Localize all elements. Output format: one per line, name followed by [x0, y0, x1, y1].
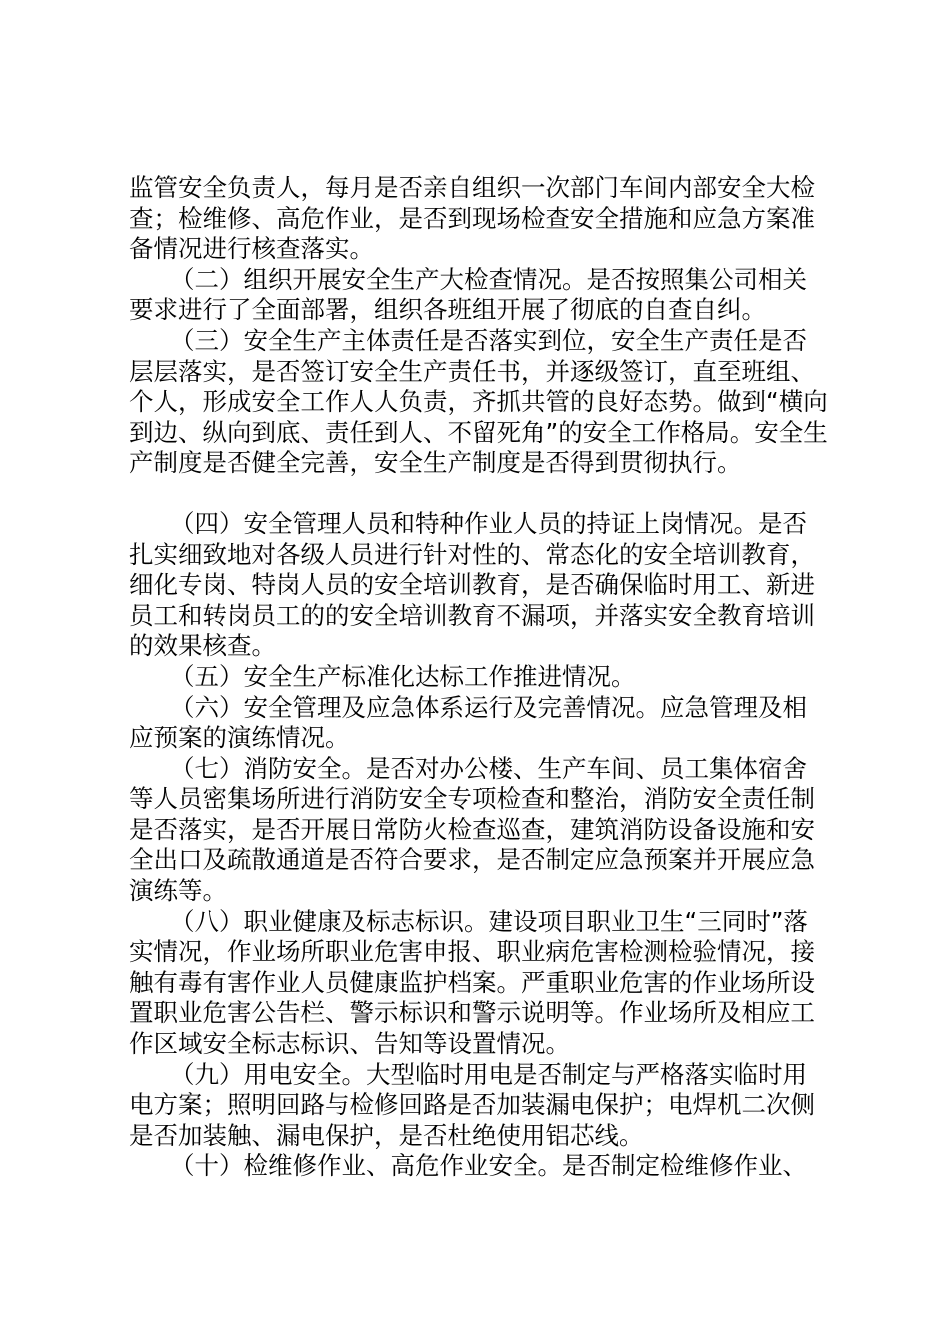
paragraph-item-2: （二）组织开展安全生产大检查情况。是否按照集公司相关要求进行了全面部署，组织各班组开展了彻底的自查自纠。	[129, 264, 807, 325]
paragraph-continuation: 监管安全负责人，每月是否亲自组织一次部门车间内部安全大检查；检维修、高危作业，是否到现场检查安全措施和应急方案准备情况进行核查落实。	[129, 173, 815, 264]
paragraph-item-7: （七）消防安全。是否对办公楼、生产车间、员工集体宿舍等人员密集场所进行消防安全专项检查和整治，消防安全责任制是否落实，是否开展日常防火检查巡查，建筑消防设备设施和安全出口及疏散通道是否符合要求，是否制定应急预案并开展应急演练等。	[129, 753, 815, 906]
paragraph-item-8: （八）职业健康及标志标识。建设项目职业卫生“三同时”落实情况，作业场所职业危害申报、职业病危害检测检验情况，接触有毒有害作业人员健康监护档案。严重职业危害的作业场所设置职业危害公告栏、警示标识和警示说明等。作业场所及相应工作区域安全标志标识、告知等设置情况。	[129, 906, 815, 1059]
document-body	[129, 173, 829, 1182]
paragraph-item-3: （三）安全生产主体责任是否落实到位，安全生产责任是否层层落实，是否签订安全生产责任书，并逐级签订，直至班组、个人，形成安全工作人人负责，齐抓共管的良好态势。做到“横向到边、纵向到底、责任到人、不留死角”的安全工作格局。安全生产制度是否健全完善，安全生产制度是否得到贯彻执行。	[129, 325, 828, 478]
paragraph-item-9: （九）用电安全。大型临时用电是否制定与严格落实临时用电方案；照明回路与检修回路是否加装漏电保护；电焊机二次侧是否加装触、漏电保护，是否杜绝使用铝芯线。	[129, 1059, 815, 1150]
paragraph-item-4: （四）安全管理人员和特种作业人员的持证上岗情况。是否扎实细致地对各级人员进行针对性的、常态化的安全培训教育，细化专岗、特岗人员的安全培训教育，是否确保临时用工、新进员工和转岗员工的的安全培训教育不漏项，并落实安全教育培训的效果核查。	[129, 508, 815, 661]
paragraph-item-6: （六）安全管理及应急体系运行及完善情况。应急管理及相应预案的演练情况。	[129, 692, 807, 753]
paragraph-item-10: （十）检维修作业、高危作业安全。是否制定检维修作业、	[170, 1151, 807, 1181]
paragraph-item-5: （五）安全生产标准化达标工作推进情况。	[170, 661, 636, 691]
paragraph-spacer	[129, 479, 829, 509]
